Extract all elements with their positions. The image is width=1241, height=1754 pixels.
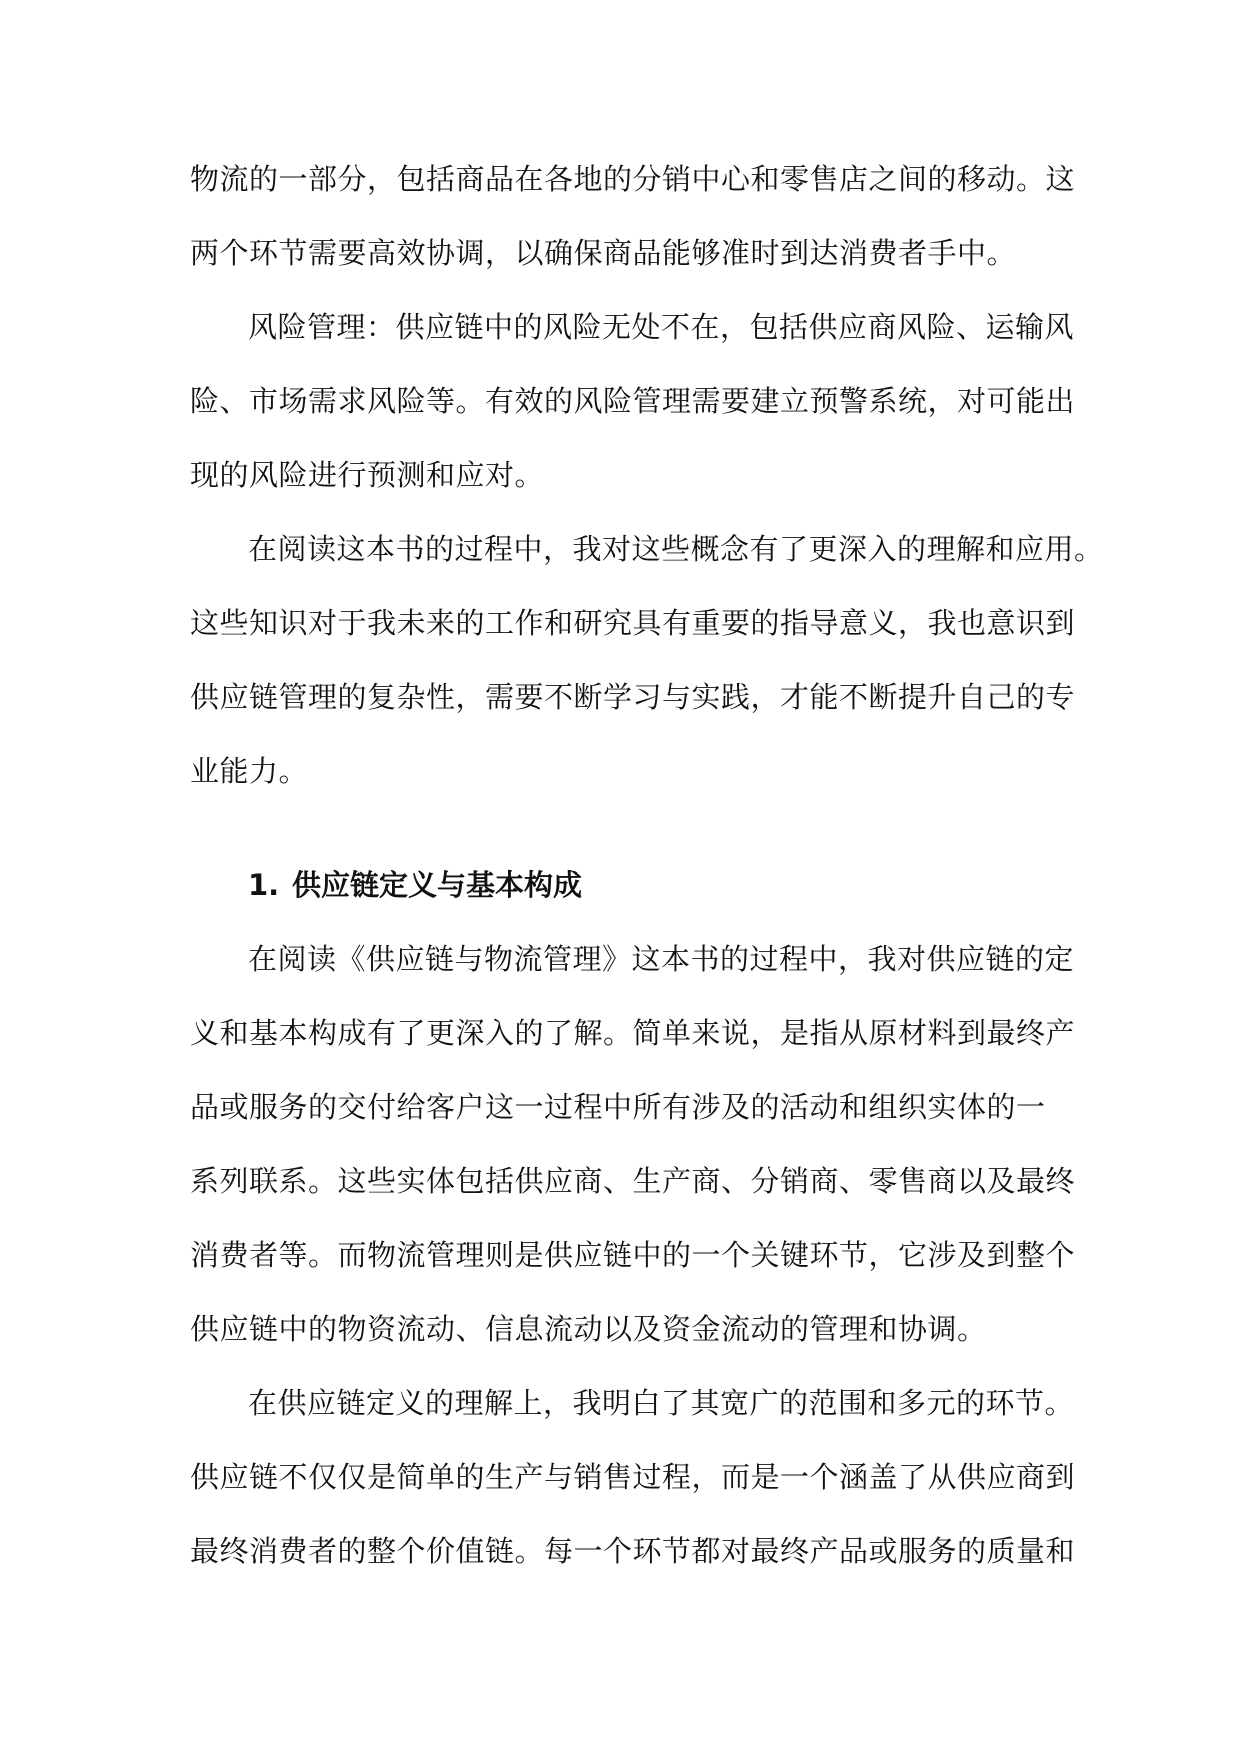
paragraph-line: 最终消费者的整个价值链。每一个环节都对最终产品或服务的质量和 xyxy=(190,1534,1076,1568)
paragraph-line: 物流的一部分，包括商品在各地的分销中心和零售店之间的移动。这 xyxy=(190,162,1076,196)
paragraph-line: 品或服务的交付给客户这一过程中所有涉及的活动和组织实体的一 xyxy=(190,1090,1046,1124)
section-title: 供应链定义与基本构成 xyxy=(292,868,583,902)
paragraph-line: 在阅读这本书的过程中，我对这些概念有了更深入的理解和应用。 xyxy=(248,532,1104,566)
paragraph-line: 供应链中的物资流动、信息流动以及资金流动的管理和协调。 xyxy=(190,1312,987,1346)
paragraph-line: 供应链管理的复杂性，需要不断学习与实践，才能不断提升自己的专 xyxy=(190,680,1076,714)
section-number: 1. xyxy=(248,868,280,902)
paragraph-line: 业能力。 xyxy=(190,754,309,788)
paragraph-line: 在供应链定义的理解上，我明白了其宽广的范围和多元的环节。 xyxy=(248,1386,1075,1420)
section-heading xyxy=(190,848,1050,922)
section-gap xyxy=(190,808,1050,848)
paragraph-line: 现的风险进行预测和应对。 xyxy=(190,458,545,492)
paragraph-line: 系列联系。这些实体包括供应商、生产商、分销商、零售商以及最终 xyxy=(190,1164,1076,1198)
paragraph-line: 险、市场需求风险等。有效的风险管理需要建立预警系统，对可能出 xyxy=(190,384,1076,418)
paragraph-line: 两个环节需要高效协调，以确保商品能够准时到达消费者手中。 xyxy=(190,236,1017,270)
page-content xyxy=(190,142,1104,1588)
paragraph-line: 供应链不仅仅是简单的生产与销售过程，而是一个涵盖了从供应商到 xyxy=(190,1460,1076,1494)
paragraph-line: 义和基本构成有了更深入的了解。简单来说，是指从原材料到最终产 xyxy=(190,1016,1076,1050)
paragraph-line: 在阅读《供应链与物流管理》这本书的过程中，我对供应链的定 xyxy=(248,942,1075,976)
paragraph-line: 风险管理：供应链中的风险无处不在，包括供应商风险、运输风 xyxy=(248,310,1075,344)
paragraph-line: 这些知识对于我未来的工作和研究具有重要的指导意义，我也意识到 xyxy=(190,606,1076,640)
paragraph-line: 消费者等。而物流管理则是供应链中的一个关键环节，它涉及到整个 xyxy=(190,1238,1076,1272)
